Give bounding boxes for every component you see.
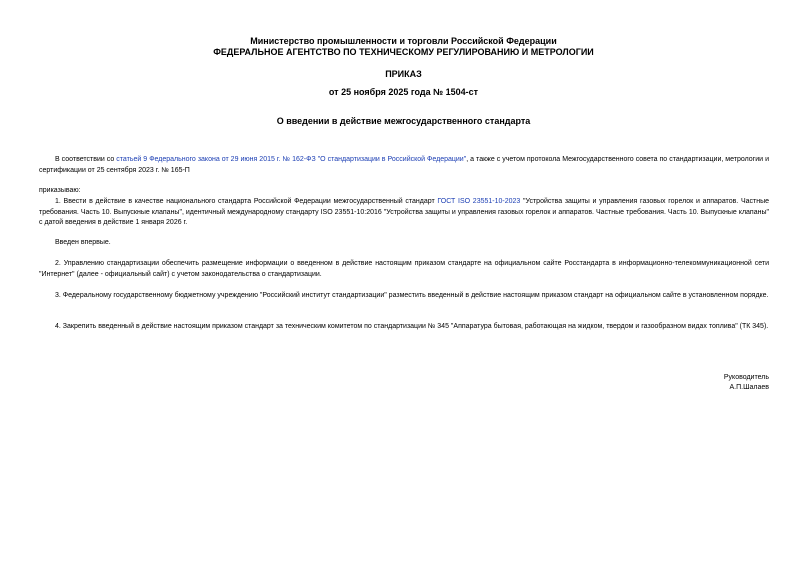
item-1-rest: "Устройства защиты и управления газовых горелок и аппаратов. Частные требования. Часть 10. Выпускные клапаны", идентичный международному стандарту ISO 23551-10:2016 "Устройства защиты и управления газовых горелок и аппаратов. Частные требования. Часть 10. Выпускные клапаны" с датой введения в действие 1 января 2026 г. [39, 198, 770, 226]
item-1-start: 1. Ввести в действие в качестве национального стандарта Российской Федерации межгосударственный стандарт [55, 198, 438, 205]
item-3-paragraph: 3. Федеральному государственному бюджетному учреждению "Российский институт стандартизации" разместить введенный в действие настоящим приказом стандарт на официальном сайте в установленном порядке. [55, 292, 769, 299]
document-title: О введении в действие межгосударственного стандарта [276, 116, 531, 126]
ministry-name: Министерство промышленности и торговли Российской Федерации [250, 36, 557, 46]
item-4-paragraph: 4. Закрепить введенный в действие настоящим приказом стандарт за техническим комитетом по стандартизации № 345 "Аппаратура бытовая, работающая на жидком, твердом и газообразном видах топлива" (ТК 345). [55, 323, 769, 330]
agency-name: ФЕДЕРАЛЬНОЕ АГЕНТСТВО ПО ТЕХНИЧЕСКОМУ РЕГУЛИРОВАНИЮ И МЕТРОЛОГИИ [213, 47, 594, 57]
document-type: ПРИКАЗ [385, 69, 422, 79]
document-date-number: от 25 ноября 2025 года № 1504-ст [328, 87, 479, 97]
preamble-paragraph [39, 155, 769, 176]
preamble-rest: , а также с учетом протокола Межгосударственного совета по стандартизации, метрологии и сертификации от 25 сентября 2023 г. № 165-П [39, 156, 769, 174]
preamble-intro: В соответствии со [55, 156, 117, 163]
gost-standard-link[interactable]: ГОСТ ISO 23551-10-2023 [437, 198, 521, 205]
federal-law-link[interactable]: статьей 9 Федерального закона от 29 июня 2015 г. № 162-ФЗ "О стандартизации в Российской Федерации" [116, 156, 467, 163]
order-word: приказываю: [39, 187, 81, 194]
signatory-name: А.П.Шалаев [729, 384, 769, 391]
first-time-note: Введен впервые. [55, 239, 111, 246]
signatory-role: Руководитель [723, 374, 769, 381]
item-1-paragraph [39, 197, 769, 229]
item-2-paragraph: 2. Управлению стандартизации обеспечить размещение информации о введенном в действие настоящим приказом стандарте на официальном сайте Росстандарта в информационно-телекоммуникационной сети "Интернет" (далее - официальный сайт) с учетом законодательства о стандартизации. [39, 260, 769, 278]
